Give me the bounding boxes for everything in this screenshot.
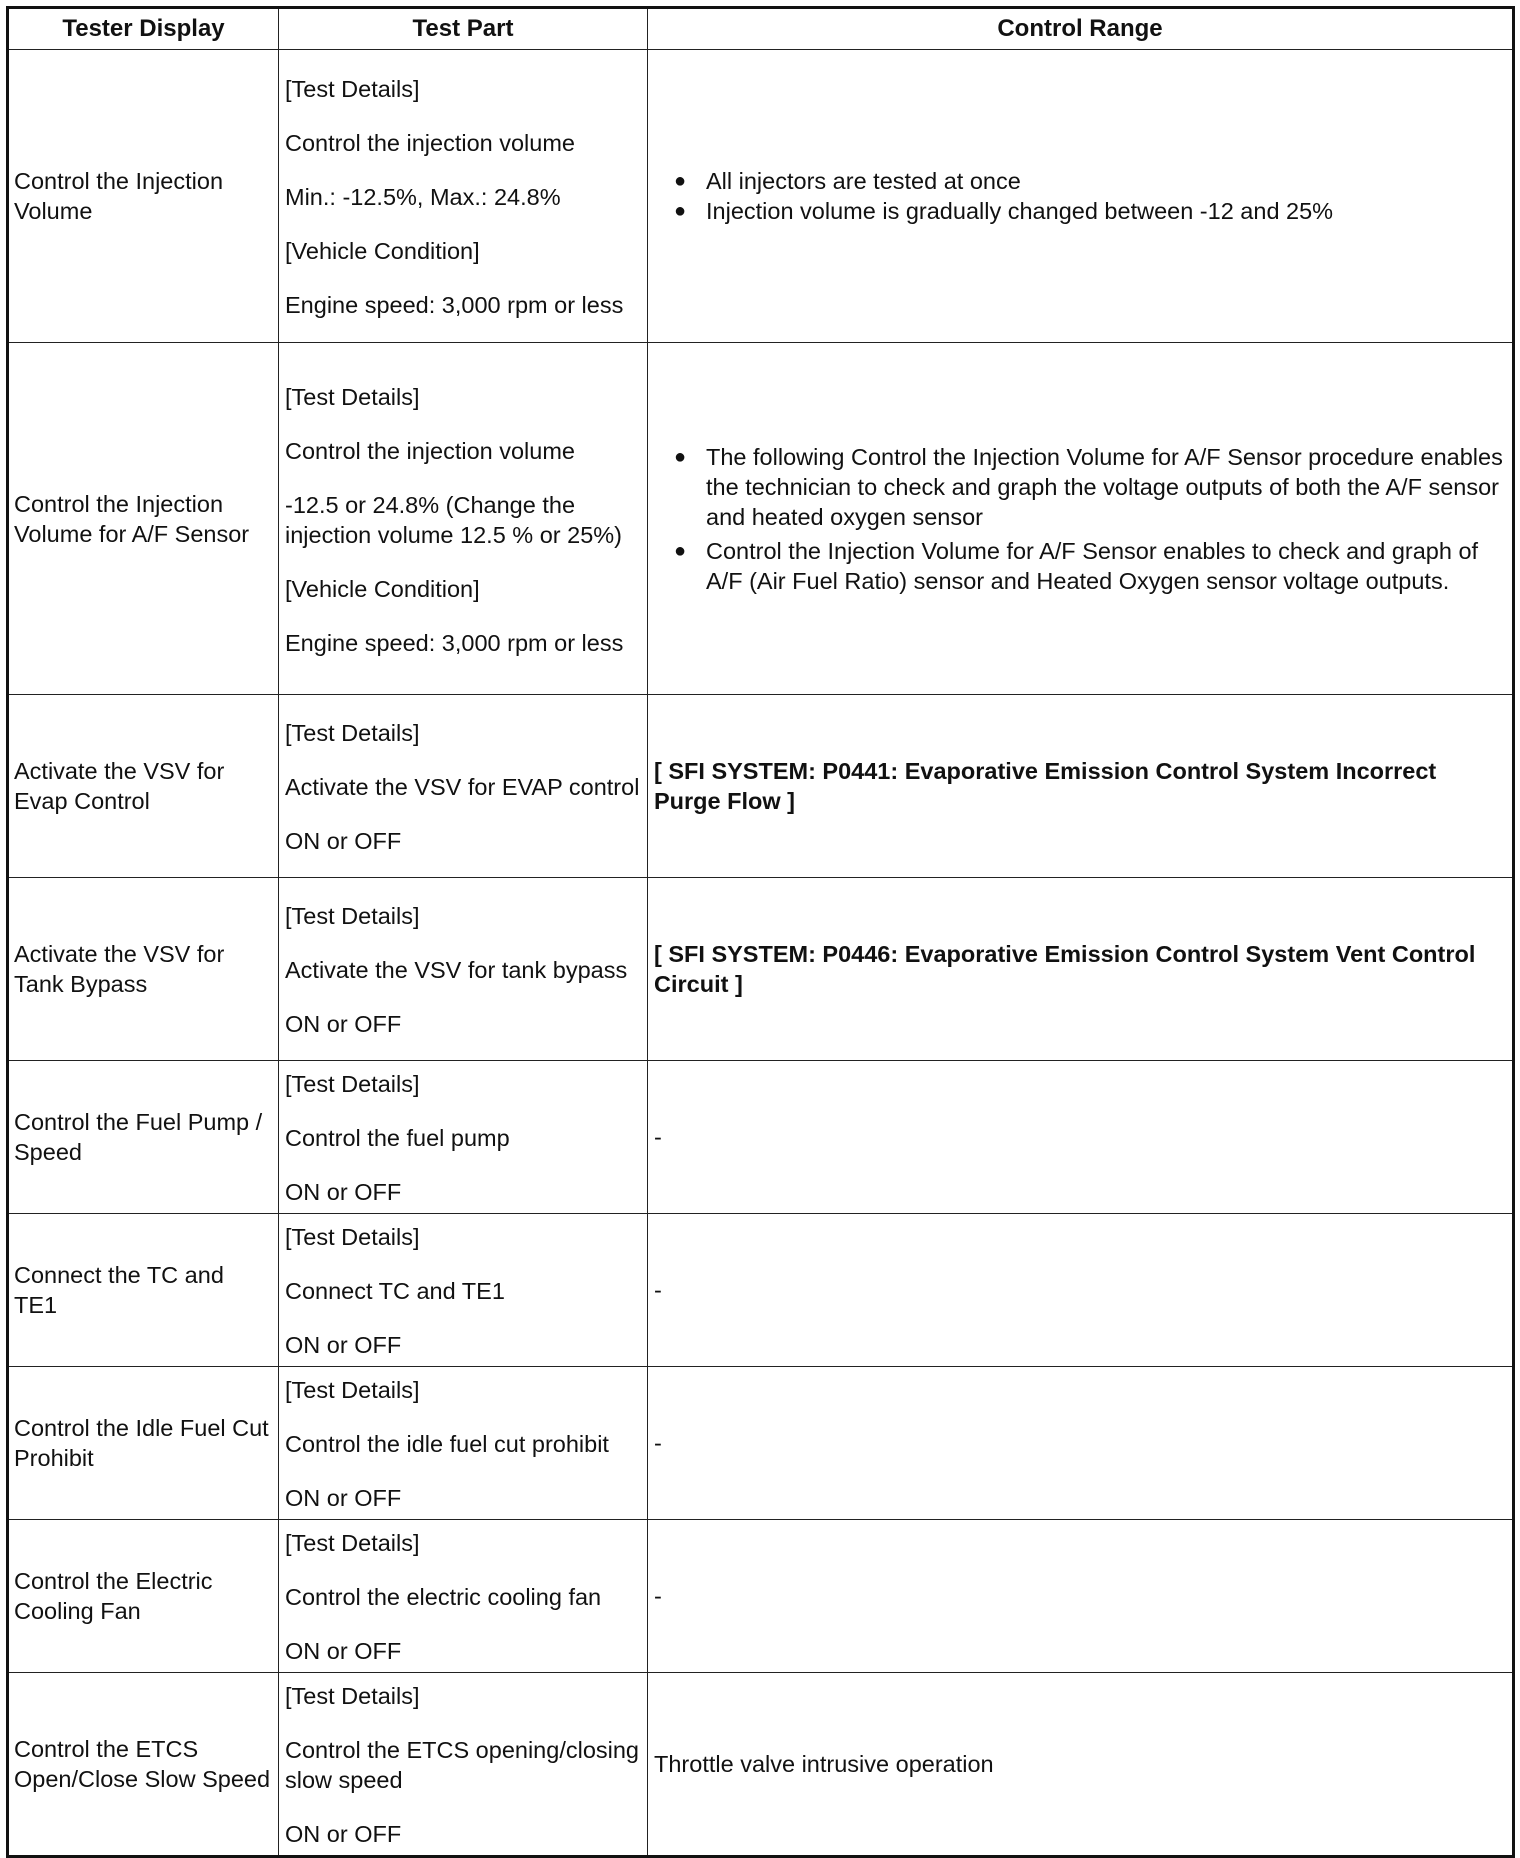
test-part-line: Control the injection volume (285, 130, 575, 156)
test-part-line: Engine speed: 3,000 rpm or less (285, 292, 624, 318)
bullet-list (654, 166, 1506, 226)
test-part-line: ON or OFF (285, 1821, 402, 1847)
test-part-line: Control the injection volume (285, 437, 575, 464)
tester-display-cell: Connect the TC and TE1 (8, 1214, 279, 1367)
test-part-line: [Test Details] (285, 1377, 420, 1403)
control-range-cell (648, 343, 1514, 695)
test-part-line: Activate the VSV for EVAP control (285, 774, 640, 800)
table-row (8, 1673, 1514, 1857)
control-range-cell (648, 50, 1514, 343)
test-part-line: Control the electric cooling fan (285, 1584, 602, 1610)
test-part-line: Control the fuel pump (285, 1125, 510, 1151)
table-row (8, 1214, 1514, 1367)
table-row (8, 343, 1514, 695)
table-row (8, 1061, 1514, 1214)
test-part-cell (279, 1214, 648, 1367)
header-control-range: Control Range (648, 8, 1514, 50)
control-range-cell: [ SFI SYSTEM: P0446: Evaporative Emission Control System Vent Control Circuit ] (648, 878, 1514, 1061)
test-part-line: [Vehicle Condition] (285, 238, 480, 264)
active-test-table-wrapper (6, 6, 1512, 1858)
tester-display-cell: Activate the VSV for Tank Bypass (8, 878, 279, 1061)
test-part-line: [Test Details] (285, 76, 420, 102)
test-part-line: [Test Details] (285, 383, 420, 410)
test-part-line: ON or OFF (285, 1332, 402, 1358)
test-part-line: ON or OFF (285, 1011, 402, 1037)
test-part-line: Connect TC and TE1 (285, 1278, 505, 1304)
table-row (8, 50, 1514, 343)
active-test-table (6, 6, 1515, 1858)
test-part-cell (279, 1673, 648, 1857)
table-row (8, 878, 1514, 1061)
test-part-line: [Vehicle Condition] (285, 575, 480, 602)
test-part-line: [Test Details] (285, 1071, 420, 1097)
test-part-cell (279, 50, 648, 343)
control-range-cell: Throttle valve intrusive operation (648, 1673, 1514, 1857)
test-part-line: Activate the VSV for tank bypass (285, 957, 628, 983)
test-part-line: [Test Details] (285, 1224, 420, 1250)
bullet-item: ● Injection volume is gradually changed between -12 and 25% (680, 196, 1506, 226)
test-part-line: Min.: -12.5%, Max.: 24.8% (285, 184, 561, 210)
test-part-line: [Test Details] (285, 903, 420, 929)
header-row (8, 8, 1514, 50)
control-range-cell: - (648, 1214, 1514, 1367)
test-part-line: Control the idle fuel cut prohibit (285, 1431, 609, 1457)
control-range-cell: [ SFI SYSTEM: P0441: Evaporative Emission Control System Incorrect Purge Flow ] (648, 695, 1514, 878)
tester-display-cell: Activate the VSV for Evap Control (8, 695, 279, 878)
test-part-cell (279, 878, 648, 1061)
test-part-line: [Test Details] (285, 720, 420, 746)
bullet-item: ● All injectors are tested at once (680, 166, 1506, 196)
tester-display-cell: Control the Electric Cooling Fan (8, 1520, 279, 1673)
bullet-item: ● Control the Injection Volume for A/F Sensor enables to check and graph of A/F (Air Fuel Ratio) sensor and Heated Oxygen sensor voltage outputs. (680, 536, 1506, 596)
test-part-line: ON or OFF (285, 1638, 402, 1664)
test-part-cell (279, 1520, 648, 1673)
test-part-cell (279, 1367, 648, 1520)
tester-display-cell: Control the Injection Volume for A/F Sensor (8, 343, 279, 695)
header-tester-display: Tester Display (8, 8, 279, 50)
table-row (8, 1520, 1514, 1673)
bullet-item: ● The following Control the Injection Volume for A/F Sensor procedure enables the technician to check and graph the voltage outputs of both the A/F sensor and heated oxygen sensor (680, 442, 1506, 532)
table-row (8, 695, 1514, 878)
control-range-cell: - (648, 1367, 1514, 1520)
test-part-cell (279, 1061, 648, 1214)
control-range-cell: - (648, 1061, 1514, 1214)
test-part-line: Control the ETCS opening/closing slow speed (285, 1737, 640, 1793)
test-part-cell (279, 343, 648, 695)
test-part-line: Engine speed: 3,000 rpm or less (285, 629, 624, 656)
test-part-line: ON or OFF (285, 828, 402, 854)
test-part-line: ON or OFF (285, 1485, 402, 1511)
test-part-line: [Test Details] (285, 1530, 420, 1556)
test-part-line: [Test Details] (285, 1683, 420, 1709)
tester-display-cell: Control the ETCS Open/Close Slow Speed (8, 1673, 279, 1857)
test-part-cell (279, 695, 648, 878)
tester-display-cell: Control the Injection Volume (8, 50, 279, 343)
control-range-cell: - (648, 1520, 1514, 1673)
table-row (8, 1367, 1514, 1520)
header-test-part: Test Part (279, 8, 648, 50)
test-part-line: -12.5 or 24.8% (Change the injection volume 12.5 % or 25%) (285, 491, 623, 548)
test-part-line: ON or OFF (285, 1179, 402, 1205)
bullet-list (654, 442, 1506, 596)
tester-display-cell: Control the Fuel Pump / Speed (8, 1061, 279, 1214)
tester-display-cell: Control the Idle Fuel Cut Prohibit (8, 1367, 279, 1520)
